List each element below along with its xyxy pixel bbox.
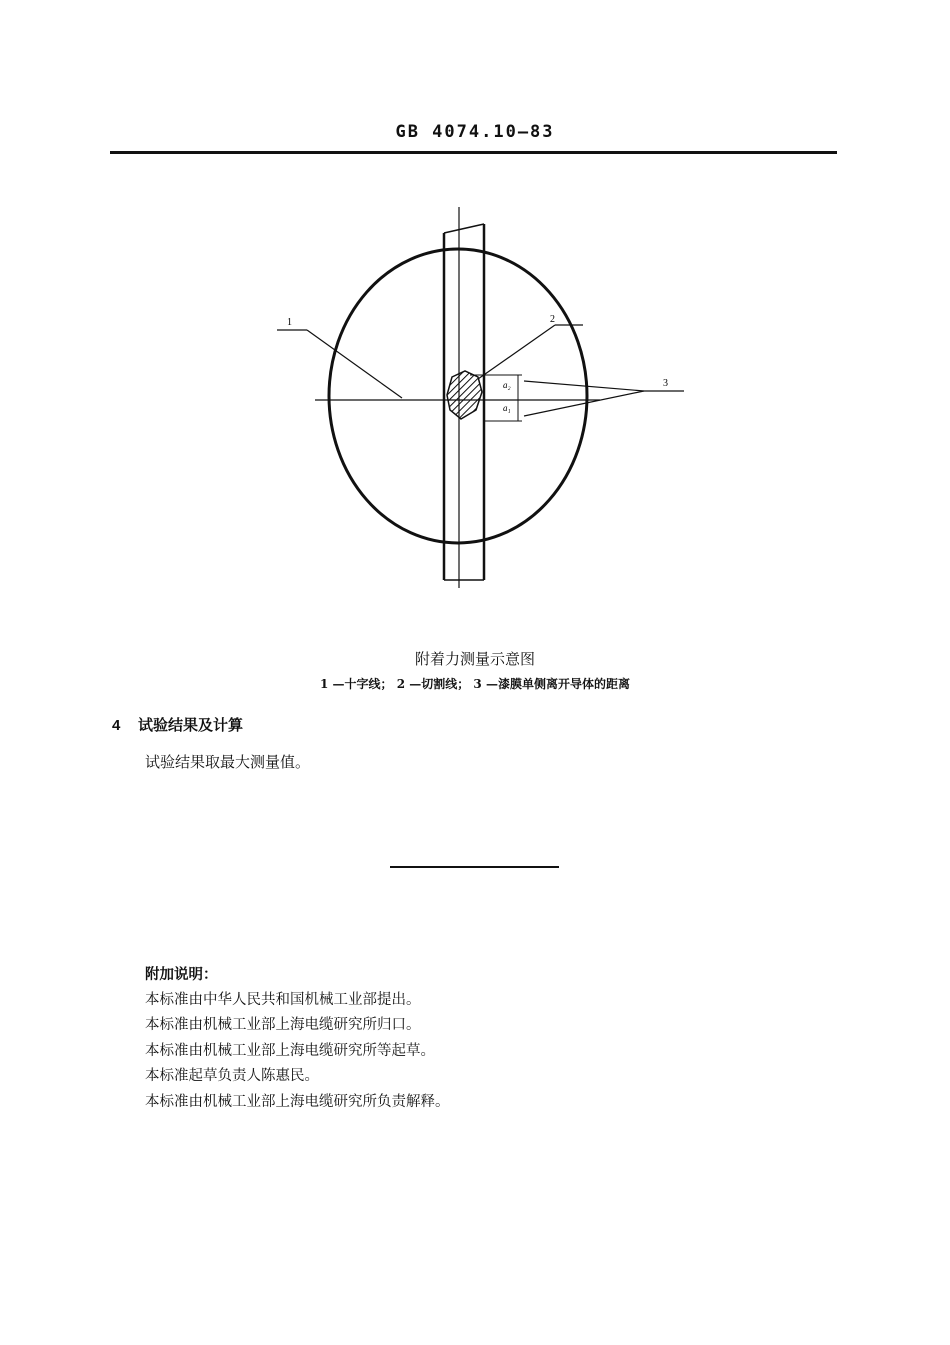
standard-code: GB 4074.10—83 [395, 122, 555, 142]
adhesion-diagram [0, 0, 950, 640]
conductor-top-edge [444, 224, 484, 233]
figure-caption: 附着力测量示意图 [414, 650, 535, 668]
note-line: 本标准由机械工业部上海电缆研究所等起草。 [145, 1042, 435, 1059]
section-title: 试验结果及计算 [138, 716, 244, 734]
end-rule [390, 866, 559, 868]
label-3: 3 [663, 378, 668, 389]
section-number: 4 [112, 717, 121, 734]
section-heading [112, 714, 243, 735]
note-line: 本标准由中华人民共和国机械工业部提出。 [145, 991, 421, 1008]
leader-1-diagonal [307, 330, 402, 398]
figure-legend: 1 —十字线； 2 —切割线； 3 —漆膜单侧离开导体的距离 [320, 677, 630, 691]
section-body: 试验结果取最大测量值。 [145, 753, 311, 771]
note-title: 附加说明： [145, 966, 218, 983]
label-1: 1 [287, 317, 292, 328]
leader-2-diagonal [478, 325, 555, 379]
note-line: 本标准由机械工业部上海电缆研究所归口。 [145, 1017, 421, 1033]
leader-3-upper [524, 381, 644, 391]
additional-notes [145, 962, 450, 1115]
leader-3-lower [524, 391, 644, 416]
note-line: 本标准由机械工业部上海电缆研究所负责解释。 [145, 1093, 450, 1110]
film-region [447, 371, 482, 419]
label-2: 2 [550, 314, 555, 325]
label-a1: a₁ [503, 403, 511, 413]
note-line: 本标准起草负责人陈惠民。 [145, 1068, 319, 1084]
label-a2: a₂ [503, 380, 511, 390]
